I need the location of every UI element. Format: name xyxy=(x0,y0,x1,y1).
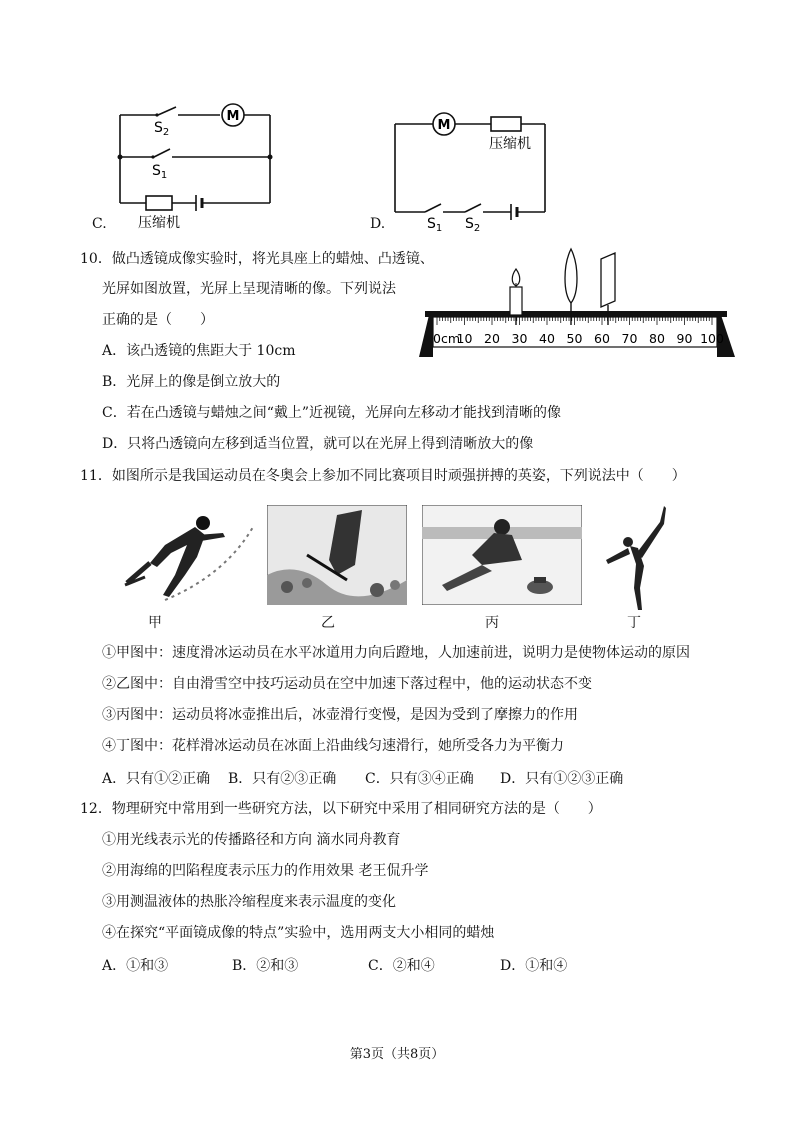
ruler-tick-label: 20 xyxy=(484,331,500,346)
q12-statement-1: ①用光线表示光的传播路径和方向 滴水同舟教育 xyxy=(102,832,401,848)
q12-option-c: C．②和④ xyxy=(368,958,435,974)
q10-option-c: C．若在凸透镜与蜡烛之间“戴上”近视镜，光屏向左移动才能找到清晰的像 xyxy=(102,405,562,421)
ruler-tick-label: 40 xyxy=(539,331,555,346)
switch-s1-label-d: $S_1$ xyxy=(427,216,443,234)
caption-bing: 丙 xyxy=(485,615,499,631)
ruler-tick-label: 90 xyxy=(676,331,693,346)
curling-photo xyxy=(422,505,582,605)
caption-yi: 乙 xyxy=(321,615,335,631)
q12-stem: 12．物理研究中常用到一些研究方法，以下研究中采用了相同研究方法的是（ ） xyxy=(80,801,602,817)
speed-skater-photo xyxy=(105,505,255,610)
q12-option-d: D．①和④ xyxy=(500,958,568,974)
q11-statement-1: ①甲图中：速度滑冰运动员在水平冰道用力向后蹬地，人加速前进，说明力是使物体运动的原因 xyxy=(102,645,690,661)
circuit-option-c xyxy=(90,95,290,235)
q10-stem-line1: 10．做凸透镜成像实验时，将光具座上的蜡烛、凸透镜、 xyxy=(80,251,434,267)
compressor-label: 压缩机 xyxy=(138,215,180,231)
ruler-tick-label: 0cm xyxy=(433,331,461,346)
circuit-option-d xyxy=(385,100,565,235)
circuit-d-diagram xyxy=(385,100,565,235)
caption-jia: 甲 xyxy=(148,615,162,631)
optical-bench xyxy=(405,245,745,360)
q11-statement-4: ④丁图中：花样滑冰运动员在冰面上沿曲线匀速滑行，她所受各力为平衡力 xyxy=(102,738,564,754)
option-d-label: D. xyxy=(370,216,386,232)
q10-option-d: D．只将凸透镜向左移到适当位置，就可以在光屏上得到清晰放大的像 xyxy=(102,436,534,452)
motor-symbol-d: M xyxy=(437,118,451,133)
optical-bench-diagram xyxy=(405,245,745,360)
ruler-tick-label: 10 xyxy=(456,331,473,346)
q11-statement-2: ②乙图中：自由滑雪空中技巧运动员在空中加速下落过程中，他的运动状态不变 xyxy=(102,676,592,692)
aerial-skier-photo xyxy=(267,505,407,605)
page-footer: 第3页（共8页） xyxy=(349,1047,445,1062)
compressor-label-d: 压缩机 xyxy=(489,136,531,152)
q11-stem: 11．如图所示是我国运动员在冬奥会上参加不同比赛项目时顽强拼搏的英姿，下列说法中（ ） xyxy=(80,468,686,484)
q11-statement-3: ③丙图中：运动员将冰壶推出后，冰壶滑行变慢，是因为受到了摩擦力的作用 xyxy=(102,707,578,723)
q12-statement-2: ②用海绵的凹陷程度表示压力的作用效果 老王侃升学 xyxy=(102,863,429,879)
q12-option-b: B．②和③ xyxy=(232,958,299,974)
ruler-tick-label: 30 xyxy=(511,331,528,346)
ruler-tick-label: 100 xyxy=(700,331,724,346)
q11-option-c: C．只有③④正确 xyxy=(365,771,474,787)
q12-option-a: A．①和③ xyxy=(102,958,169,974)
motor-symbol: M xyxy=(226,109,240,124)
q10-option-a: A．该凸透镜的焦距大于 10cm xyxy=(102,343,296,359)
q12-statement-4: ④在探究“平面镜成像的特点”实验中，选用两支大小相同的蜡烛 xyxy=(102,925,495,941)
figure-skater-photo xyxy=(598,498,670,616)
caption-ding: 丁 xyxy=(627,615,641,631)
q11-option-b: B．只有②③正确 xyxy=(228,771,337,787)
bench-left-stand xyxy=(419,315,433,357)
q12-statement-3: ③用测温液体的热胀冷缩程度来表示温度的变化 xyxy=(102,894,396,910)
q11-option-d: D．只有①②③正确 xyxy=(500,771,624,787)
bench-top-rail xyxy=(425,311,727,317)
q10-stem-line3: 正确的是（ ） xyxy=(102,312,214,328)
switch-s1-label: $S_1$ xyxy=(152,163,168,181)
switch-s2-label-d: $S_2$ xyxy=(465,216,481,234)
switch-s2-label: $S_2$ xyxy=(154,120,170,138)
circuit-c-diagram xyxy=(90,95,290,235)
q10-option-b: B．光屏上的像是倒立放大的 xyxy=(102,374,281,390)
option-c-label: C. xyxy=(92,216,107,232)
ruler-tick-label: 80 xyxy=(649,331,665,346)
q11-option-a: A．只有①②正确 xyxy=(102,771,211,787)
ruler-tick-label: 70 xyxy=(621,331,638,346)
ruler-tick-label: 50 xyxy=(566,331,583,346)
ruler-tick-label: 60 xyxy=(594,331,610,346)
q10-stem-line2: 光屏如图放置，光屏上呈现清晰的像。下列说法 xyxy=(102,281,396,297)
